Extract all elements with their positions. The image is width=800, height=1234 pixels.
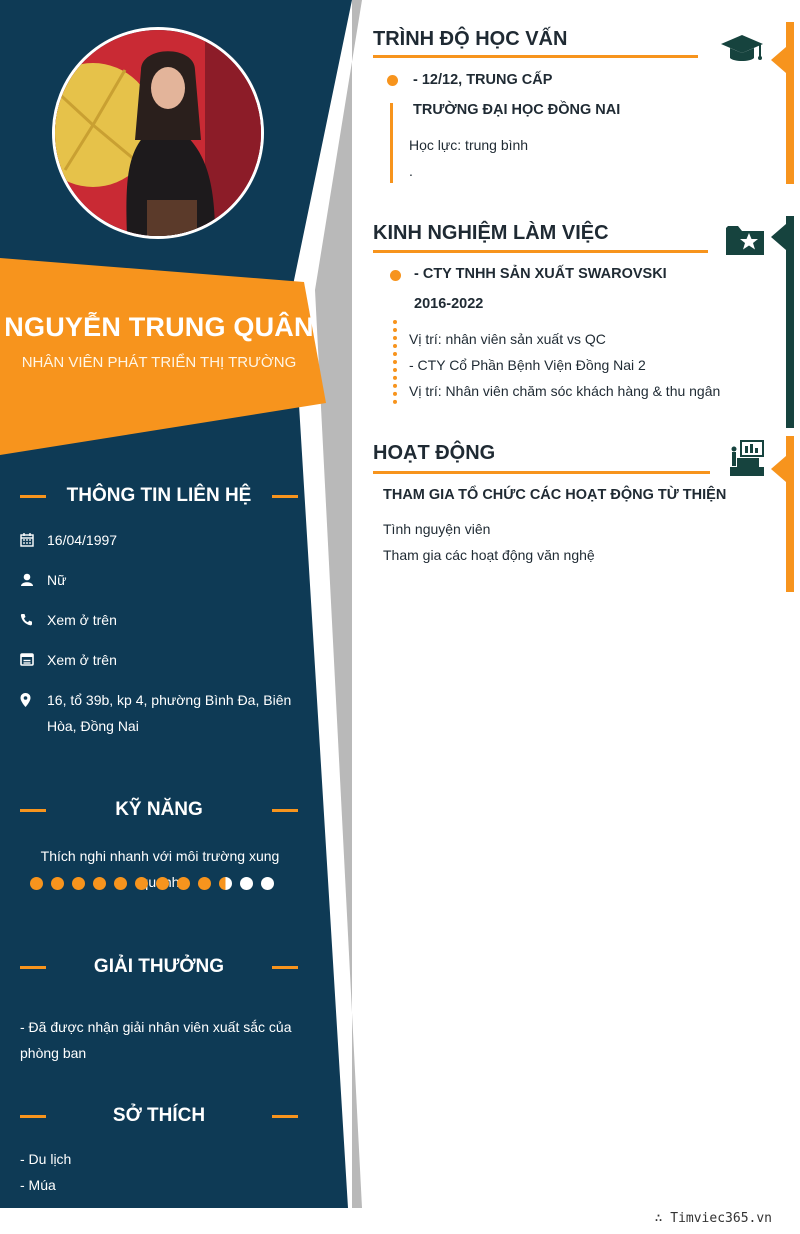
experience-heading: KINH NGHIỆM LÀM VIỆC (373, 222, 609, 244)
email-value: Xem ở trên (47, 652, 117, 668)
skill-rating-dot (135, 877, 148, 890)
education-heading-underline (373, 55, 698, 58)
activities-side-arrow (771, 456, 786, 482)
skill-rating-dot (156, 877, 169, 890)
skill-rating-dot (30, 877, 43, 890)
skill-rating-dot (72, 877, 85, 890)
email-icon (20, 647, 47, 673)
contact-email (20, 647, 300, 673)
experience-line: Vị trí: nhân viên sản xuất vs QC (409, 331, 606, 347)
experience-company: - CTY TNHH SẢN XUẤT SWAROVSKI (414, 266, 667, 282)
contact-gender (20, 567, 300, 593)
experience-side-arrow (771, 224, 786, 250)
education-bullet (387, 75, 398, 86)
skill-rating-dot (198, 877, 211, 890)
experience-timeline-dots (393, 320, 401, 404)
award-line-1: - Đã được nhận giải nhân viên xuất sắc của (20, 1019, 292, 1035)
heading-bar-left (20, 809, 46, 812)
avatar (52, 27, 264, 239)
phone-value: Xem ở trên (47, 612, 117, 628)
education-side-arrow (771, 47, 786, 73)
education-timeline-line (390, 103, 393, 183)
map-pin-icon (20, 687, 47, 739)
skill-rating-dot (261, 877, 274, 890)
heading-bar-right (272, 1115, 298, 1118)
contact-phone (20, 607, 300, 633)
education-heading: TRÌNH ĐỘ HỌC VẤN (373, 28, 568, 50)
heading-bar-right (272, 809, 298, 812)
skill-item: Thích nghi nhanh với môi trường xung (40, 848, 280, 864)
calendar-icon (20, 527, 47, 553)
podium-icon (729, 439, 765, 482)
hobby-item: - Du lịch (20, 1151, 72, 1167)
activity-title: THAM GIA TỔ CHỨC CÁC HOẠT ĐỘNG TỪ THIỆN (383, 487, 727, 503)
candidate-job-title: NHÂN VIÊN PHÁT TRIỂN THỊ TRƯỜNG (21, 354, 297, 371)
awards-heading-label: GIẢI THƯỞNG (93, 956, 225, 977)
hobby-item: - Múa (20, 1177, 56, 1193)
award-line-2: phòng ban (20, 1045, 87, 1061)
birthday-value: 16/04/1997 (47, 532, 118, 548)
skill-rating-dot (177, 877, 190, 890)
experience-line: - CTY Cổ Phần Bệnh Viện Đồng Nai 2 (409, 357, 646, 373)
hobbies-list (20, 1146, 298, 1198)
contact-birthday (20, 527, 300, 553)
contact-heading-label: THÔNG TIN LIÊN HỆ (66, 485, 252, 506)
address-line-2: Hòa, Đồng Nai (47, 718, 139, 734)
education-detail: Học lực: trung bình (409, 137, 529, 153)
address-value (47, 687, 291, 739)
address-line-1: 16, tổ 39b, kp 4, phường Bình Đa, Biên (47, 692, 292, 708)
education-side-bar (786, 22, 794, 184)
activity-line: Tình nguyện viên (383, 521, 491, 537)
activities-heading-underline (373, 471, 710, 474)
skills-heading-label: KỸ NĂNG (115, 799, 203, 820)
experience-line: Vị trí: Nhân viên chăm sóc khách hàng & thu ngân (409, 383, 721, 399)
experience-bullet (390, 270, 401, 281)
skills-heading (20, 798, 298, 822)
skill-rating-dot (51, 877, 64, 890)
skill-rating-dot (114, 877, 127, 890)
brand-dots-icon: ∴ (654, 1211, 663, 1226)
heading-bar-left (20, 1115, 46, 1118)
graduation-cap-icon (720, 33, 764, 68)
experience-side-bar (786, 216, 794, 428)
education-extra: . (409, 163, 413, 179)
heading-bar-left (20, 966, 46, 969)
heading-bar-right (272, 495, 298, 498)
brand-text: Timviec365.vn (670, 1211, 772, 1226)
user-icon (20, 567, 47, 593)
phone-icon (20, 607, 47, 633)
experience-heading-underline (373, 250, 708, 253)
heading-bar-left (20, 495, 46, 498)
skill-rating-dot (93, 877, 106, 890)
skill-rating-dot (240, 877, 253, 890)
gender-value: Nữ (47, 572, 67, 588)
activities-heading: HOẠT ĐỘNG (373, 442, 496, 464)
heading-bar-right (272, 966, 298, 969)
contact-address (20, 687, 300, 739)
hobbies-heading (20, 1104, 298, 1128)
award-item (20, 1014, 298, 1066)
folder-star-icon (725, 224, 765, 261)
education-period: - 12/12, TRUNG CẤP (413, 72, 553, 88)
skill-rating (30, 877, 274, 890)
contact-heading (20, 484, 298, 508)
candidate-name: NGUYỄN TRUNG QUÂN (4, 312, 314, 342)
experience-period: 2016-2022 (414, 296, 484, 312)
awards-heading (20, 955, 298, 979)
education-school: TRƯỜNG ĐẠI HỌC ĐỒNG NAI (413, 102, 621, 118)
skill-rating-dot (219, 877, 232, 890)
activities-side-bar (786, 436, 794, 592)
hobbies-heading-label: SỞ THÍCH (112, 1105, 206, 1126)
activity-line: Tham gia các hoạt động văn nghệ (383, 547, 595, 563)
footer-brand[interactable] (655, 1211, 772, 1226)
